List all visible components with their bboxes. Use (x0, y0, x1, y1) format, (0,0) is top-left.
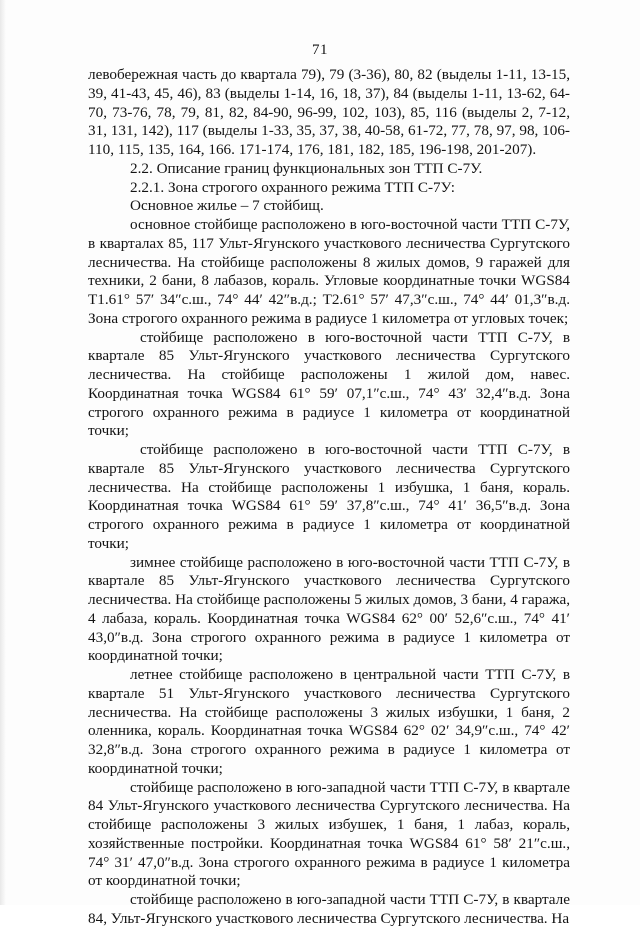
paragraph-dwellings: Основное жилье – 7 стойбищ. (130, 197, 324, 215)
body-text (88, 66, 570, 929)
page-number: 71 (312, 42, 328, 58)
paragraph-camp-5: летнее стойбище расположено в центральной части ТТП С-7У, в квартале 51 Ульт-Ягунского участкового лесничества Сургутского лесничества. На стойбище расположены 3 жилых избушки, 1 баня, 2 оленника, кораль. Координатная точка WGS84 62° 02′ 34,9″с.ш., 74° 42′ 32,8″в.д. Зона строгого охранного режима в радиусе 1 километра от координатной точки; (88, 666, 570, 777)
section-heading-2-2: 2.2. Описание границ функциональных зон ТТП С-7У. (130, 159, 483, 177)
paragraph-camp-7: стойбище расположено в юго-западной части ТТП С-7У, в квартале 84, Ульт-Ягунского участкового лесничества Сургутского лесничества. На (88, 891, 570, 927)
paragraph-camp-1: основное стойбище расположено в юго-восточной части ТТП С-7У, в кварталах 85, 117 Ульт-Ягунского участкового лесничества Сургутского лесничества. На стойбище расположены 8 жилых домов, 9 гаражей для техники, 2 бани, 8 лабазов, кораль. Угловые координатные точки WGS84 Т1.61° 57′ 34″с.ш., 74° 44′ 42″в.д.; Т2.61° 57′ 47,3″с.ш., 74° 44′ 01,3″в.д. Зона строгого охранного режима в радиусе 1 километра от угловых точек; (88, 216, 570, 327)
section-heading-2-2-1: 2.2.1. Зона строгого охранного режима ТТП С-7У: (130, 178, 456, 196)
paragraph-camp-4: зимнее стойбище расположено в юго-восточной части ТТП С-7У, в квартале 85 Ульт-Ягунского участкового лесничества Сургутского лесничества. На стойбище расположены 5 жилых домов, 3 бани, 4 гаража, 4 лабаза, кораль. Координатная точка WGS84 62° 00′ 52,6″с.ш., 74° 41′ 43,0″в.д. Зона строгого охранного режима в радиусе 1 километра от координатной точки; (88, 553, 570, 665)
scan-edge-shading (0, 0, 6, 905)
paragraph-camp-6: стойбище расположено в юго-западной части ТТП С-7У, в квартале 84 Ульт-Ягунского участкового лесничества Сургутского лесничества. На стойбище расположены 3 жилых избушек, 1 баня, 1 лабаз, кораль, хозяйственные постройки. Координатная точка WGS84 61° 58′ 21″с.ш., 74° 31′ 47,0″в.д. Зона строгого охранного режима в радиусе 1 километра от координатной точки; (88, 778, 570, 890)
paragraph-camp-2: стойбище расположено в юго-восточной части ТТП С-7У, в квартале 85 Ульт-Ягунского участкового лесничества Сургутского лесничества. На стойбище расположены 1 жилой дом, навес. Координатная точка WGS84 61° 59′ 07,1″с.ш., 74° 43′ 32,4″в.д. Зона строгого охранного режима в радиусе 1 километра от координатной точки; (88, 328, 570, 440)
paragraph-continuation: левобережная часть до квартала 79), 79 (3-36), 80, 82 (выделы 1-11, 13-15, 39, 41-43, 45, 46), 83 (выделы 1-14, 16, 18, 37), 84 (выделы 1-11, 13-62, 64-70, 73-76, 78, 79, 81, 82, 84-90, 96-99, 102, 103), 85, 116 (выделы 2, 7-12, 31, 131, 142), 117 (выделы 1-33, 35, 37, 38, 40-58, 61-72, 77, 78, 97, 98, 106-110, 115, 135, 164, 166. 171-174, 176, 181, 182, 185, 196-198, 201-207). (88, 66, 570, 158)
paragraph-camp-3: стойбище расположено в юго-восточной части ТТП С-7У, в квартале 85 Ульт-Ягунского участкового лесничества Сургутского лесничества. На стойбище расположены 1 избушка, 1 баня, кораль. Координатная точка WGS84 61° 59′ 37,8″с.ш., 74° 41′ 36,5″в.д. Зона строгого охранного режима в радиусе 1 километра от координатной точки; (88, 441, 570, 552)
